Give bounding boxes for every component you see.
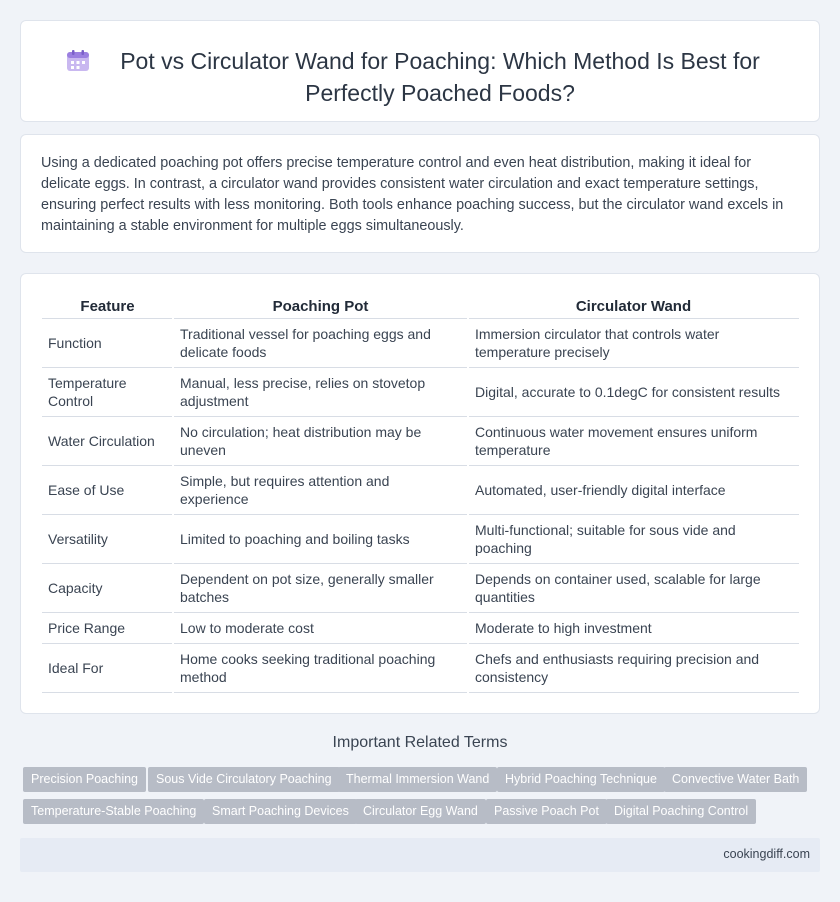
feature-cell: Ease of Use (42, 466, 173, 515)
table-row (42, 613, 799, 644)
feature-cell: Capacity (42, 564, 173, 613)
table-row (42, 515, 799, 564)
page-title: Pot vs Circulator Wand for Poaching: Which Method Is Best for Perfectly Poached Foods? (120, 48, 760, 106)
wand-cell: Moderate to high investment (468, 613, 799, 644)
related-tag[interactable]: Hybrid Poaching Technique (497, 767, 665, 792)
feature-cell: Temperature Control (42, 368, 173, 417)
pot-cell: Simple, but requires attention and experience (173, 466, 468, 515)
feature-cell: Function (42, 319, 173, 368)
table-row (42, 644, 799, 693)
feature-cell: Water Circulation (42, 417, 173, 466)
pot-cell: No circulation; heat distribution may be uneven (173, 417, 468, 466)
pot-cell: Manual, less precise, relies on stovetop adjustment (173, 368, 468, 417)
wand-cell: Automated, user-friendly digital interface (468, 466, 799, 515)
wand-cell: Digital, accurate to 0.1degC for consistent results (468, 368, 799, 417)
pot-cell: Limited to poaching and boiling tasks (173, 515, 468, 564)
related-tag[interactable]: Thermal Immersion Wand (338, 767, 497, 792)
wand-cell: Chefs and enthusiasts requiring precision and consistency (468, 644, 799, 693)
table-row (42, 368, 799, 417)
footer (20, 838, 820, 872)
table-row (42, 319, 799, 368)
table-row (42, 417, 799, 466)
related-terms-heading: Important Related Terms (332, 734, 508, 751)
related-tag[interactable]: Sous Vide Circulatory Poaching (148, 767, 340, 792)
feature-cell: Ideal For (42, 644, 173, 693)
pot-cell: Traditional vessel for poaching eggs and delicate foods (173, 319, 468, 368)
wand-cell: Depends on container used, scalable for large quantities (468, 564, 799, 613)
title-card (20, 20, 820, 122)
pot-cell: Home cooks seeking traditional poaching method (173, 644, 468, 693)
header-poaching-pot: Poaching Pot (173, 296, 468, 319)
related-tag[interactable]: Passive Poach Pot (486, 799, 607, 824)
pot-cell: Dependent on pot size, generally smaller batches (173, 564, 468, 613)
wand-cell: Multi-functional; suitable for sous vide and poaching (468, 515, 799, 564)
table-header-row (42, 296, 799, 319)
wand-cell: Continuous water movement ensures uniform temperature (468, 417, 799, 466)
related-tag[interactable]: Precision Poaching (23, 767, 146, 792)
intro-card (20, 134, 820, 253)
comparison-table (42, 296, 799, 693)
header-feature: Feature (42, 296, 173, 319)
feature-cell: Price Range (42, 613, 173, 644)
comparison-card (20, 273, 820, 714)
related-tag[interactable]: Convective Water Bath (664, 767, 807, 792)
pot-cell: Low to moderate cost (173, 613, 468, 644)
related-tag[interactable]: Temperature-Stable Poaching (23, 799, 204, 824)
related-tag[interactable]: Smart Poaching Devices (204, 799, 357, 824)
wand-cell: Immersion circulator that controls water temperature precisely (468, 319, 799, 368)
related-tag[interactable]: Circulator Egg Wand (355, 799, 486, 824)
related-tag[interactable]: Digital Poaching Control (606, 799, 756, 824)
header-circulator-wand: Circulator Wand (468, 296, 799, 319)
footer-site-link[interactable]: cookingdiff.com (723, 847, 810, 861)
table-row (42, 466, 799, 515)
intro-paragraph: Using a dedicated poaching pot offers precise temperature control and even heat distribution, making it ideal for delicate eggs. In contrast, a circulator wand provides consistent water circulation and exact temperature settings, ensuring perfect results with less monitoring. Both tools enhance poaching success, but the circulator wand excels in maintaining a stable environment for multiple eggs simultaneously. (41, 155, 784, 234)
table-row (42, 564, 799, 613)
feature-cell: Versatility (42, 515, 173, 564)
